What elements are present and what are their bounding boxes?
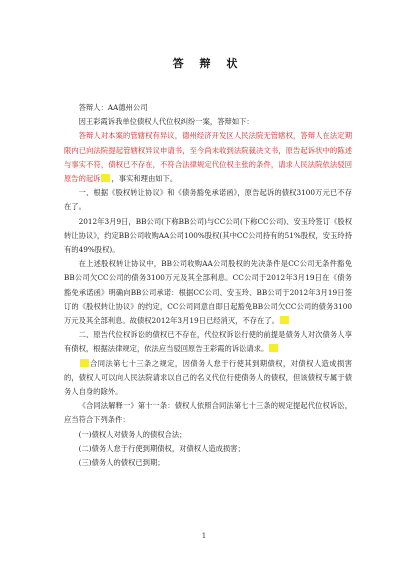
section-2-heading <box>64 328 352 356</box>
objection-paragraph <box>64 129 352 186</box>
objection-red-text: 答辩人对本案的管辖权有异议，德州经济开发区人民法院无管辖权，答辩人在法定期限内已向法院提起管辖权异议申请书，至今尚未收到法院裁决文书，原告起诉状中的陈述与事实不符，债权已不存在，不符合法律规定代位权主张的条件，请求人民法院依法驳回原告的起诉 <box>64 131 352 184</box>
section-1-paragraph-b <box>64 257 352 328</box>
section-1-paragraph-b-text: 在上述股权转让协议中，BB公司收购AA公司股权的先决条件是CC公司无条件豁免BB公司欠CC公司的债务3100万元及其全部利息。CC公司于2012年3月19日在《债务豁免承诺函》明确向BB公司承诺：根据CC公司、安玉玲、BB公司于2012年3月19日签订的《股权转让协议》的约定，CC公司同意自即日起豁免BB公司欠CC公司的债务3100万元及其全部利息。故债权2012年3月19日已经消灭，不存在了。 <box>64 259 352 326</box>
document-title: 答 辩 状 <box>172 57 244 70</box>
highlight-marker <box>80 359 89 367</box>
list-item: (一)债权人对债务人的债权合法； <box>78 429 187 439</box>
section-1-paragraph-a <box>64 215 352 258</box>
section-1-paragraph-a-text: 2012年3月9日，BB公司(下称BB公司)与CC公司(下称CC公司)、安玉玲签订《股权转让协议》，约定BB公司收购AA公司100%股权(其中CC公司持有的51%股权，安玉玲持有的49%股权)。 <box>64 216 352 255</box>
section-2-heading-text: 二、原告代位权诉讼的债权已不存在，代位权诉讼行使的前提是债务人对次债务人享有债权，根据法律规定，依法应当驳回原告王彩霞的诉讼请求。 <box>64 330 352 354</box>
highlight-marker <box>101 174 110 182</box>
section-2-paragraph-a-text: 合同法第七十三条之规定，因债务人怠于行使其到期债权，对债权人造成损害的，债权人可以向人民法院请求以自己的名义代位行使债务人的债权，但该债权专属于债务人自身的除外。 <box>64 358 352 397</box>
respondent-line: 答辩人：AA德州公司 <box>78 103 148 112</box>
list-item: (三)债务人的债权已到期； <box>78 458 165 468</box>
highlight-marker <box>280 316 289 324</box>
section-1-heading: 一、根据《股权转让协议》和《债务豁免承诺函》，原告起诉的债权3100万元已不存在了。 <box>64 188 352 212</box>
objection-tail-text: ，事实和理由如下。 <box>111 174 178 184</box>
section-2-paragraph-b: 《合同法解释一》第十一条：债权人依照合同法第七十三条的规定提起代位权诉讼，应当符合下列条件： <box>64 401 352 425</box>
list-item: (二)债务人怠于行使到期债权，对债权人造成损害； <box>78 443 245 453</box>
section-2-paragraph-a <box>64 357 352 400</box>
page-number: 1 <box>201 532 207 540</box>
highlight-marker <box>269 344 278 352</box>
intro-line: 因王彩霞诉我单位债权人代位权纠纷一案，答辩如下： <box>78 117 254 127</box>
